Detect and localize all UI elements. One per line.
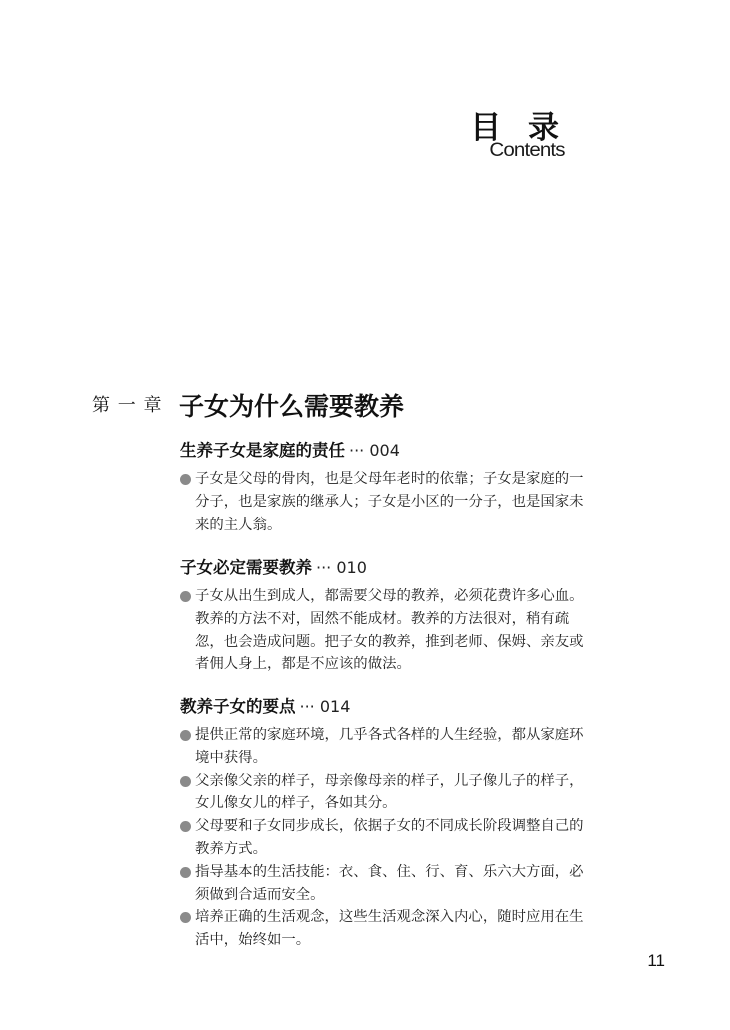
list-item <box>180 815 585 861</box>
bullet-dot-icon <box>180 776 191 787</box>
bullet-text: 子女从出生到成人，都需要父母的教养，必须花费许多心血。教养的方法不对，固然不能成材。教养的方法很对，稍有疏忽，也会造成问题。把子女的教养，推到老师、保姆、亲友或者佣人身上，都是不应该的做法。 <box>195 588 584 673</box>
bullet-text: 子女是父母的骨肉，也是父母年老时的依靠；子女是家庭的一分子，也是家族的继承人；子女是小区的一分子，也是国家未来的主人翁。 <box>195 471 584 533</box>
bullet-dot-icon <box>180 867 191 878</box>
bullet-list <box>180 468 600 536</box>
bullet-dot-icon <box>180 730 191 741</box>
section-page-number: ··· 014 <box>299 697 351 716</box>
toc-subtitle: Contents <box>489 140 565 161</box>
bullet-dot-icon <box>180 474 191 485</box>
toc-entry-link[interactable] <box>180 557 600 579</box>
bullet-text: 培养正确的生活观念，这些生活观念深入内心，随时应用在生活中，始终如一。 <box>195 909 584 949</box>
bullet-dot-icon <box>180 591 191 602</box>
section-page-number: ··· 010 <box>316 558 367 577</box>
bullet-text: 父亲像父亲的样子，母亲像母亲的样子，儿子像儿子的样子，女儿像女儿的样子，各如其分。 <box>195 772 584 812</box>
bullet-list <box>180 724 600 952</box>
section-title: 生养子女是家庭的责任 <box>180 441 345 460</box>
section-title: 子女必定需要教养 <box>180 558 312 577</box>
bullet-dot-icon <box>180 912 191 923</box>
chapter-number: 第 一 章 <box>92 395 163 416</box>
bullet-text: 提供正常的家庭环境，几乎各式各样的人生经验，都从家庭环境中获得。 <box>195 727 584 766</box>
chapter-title: 子女为什么需要教养 <box>179 392 405 421</box>
bullet-text: 父母要和子女同步成长，依据子女的不同成长阶段调整自己的教养方式。 <box>195 818 584 857</box>
page-number: 11 <box>647 951 665 970</box>
list-item <box>180 861 585 907</box>
list-item <box>180 468 585 536</box>
toc-entry-link[interactable] <box>180 440 600 462</box>
bullet-dot-icon <box>180 821 191 832</box>
toc-entry-link[interactable] <box>180 696 600 718</box>
bullet-text: 指导基本的生活技能：衣、食、住、行、育、乐六大方面，必须做到合适而安全。 <box>195 863 584 903</box>
chapter-heading <box>92 387 612 421</box>
toc-title: 目 录 <box>470 110 567 146</box>
toc-section <box>180 440 600 536</box>
list-item <box>180 906 585 952</box>
toc-section <box>180 557 600 676</box>
section-page-number: ··· 004 <box>349 441 400 460</box>
bullet-list <box>180 585 600 676</box>
list-item <box>180 770 585 816</box>
list-item <box>180 724 585 770</box>
list-item <box>180 585 585 676</box>
toc-section <box>180 696 600 952</box>
section-title: 教养子女的要点 <box>180 697 296 716</box>
